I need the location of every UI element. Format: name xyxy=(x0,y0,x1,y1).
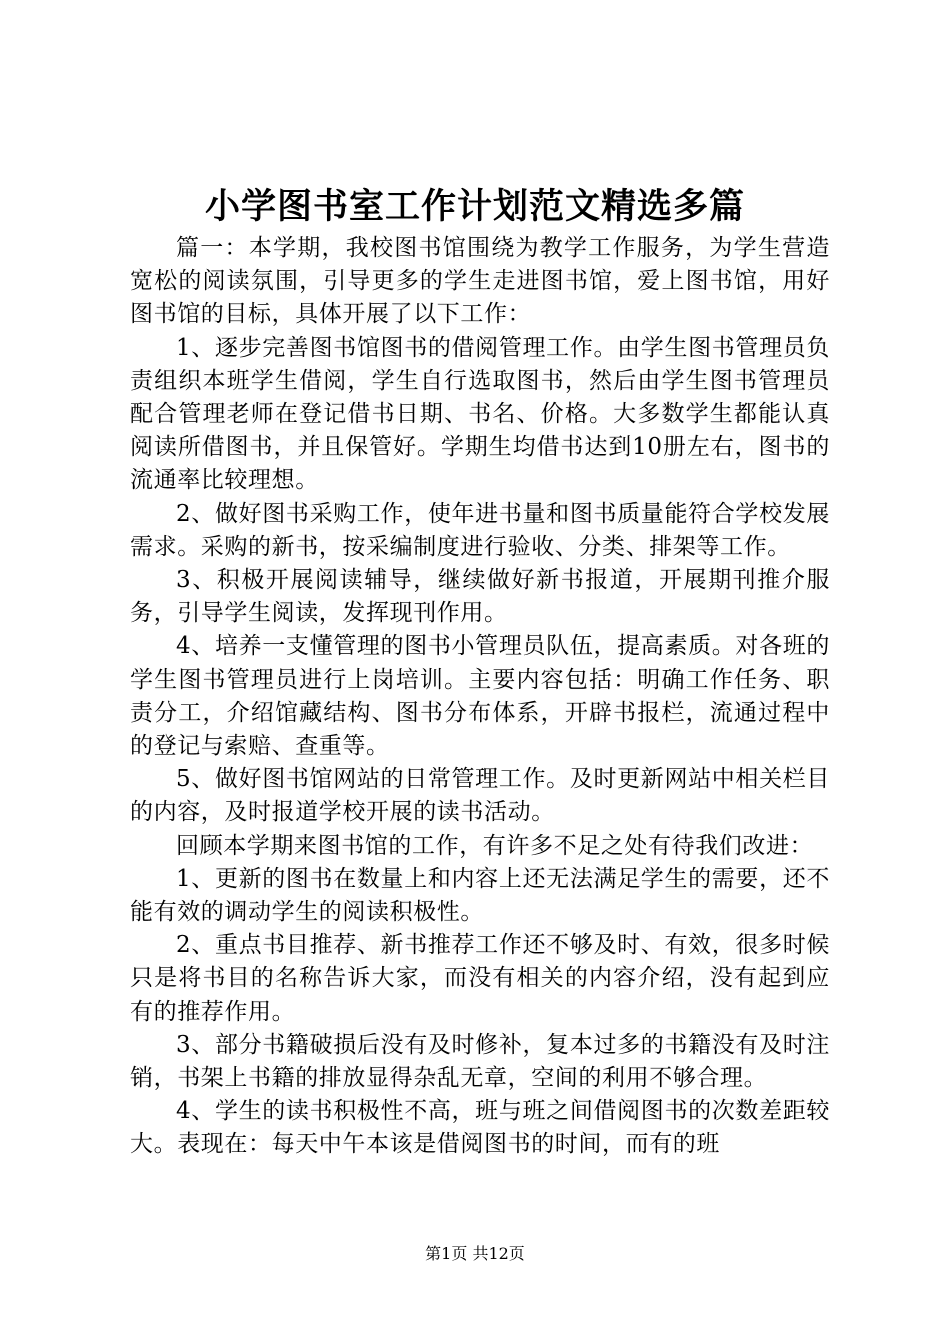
paragraph-item-1: 1、逐步完善图书馆图书的借阅管理工作。由学生图书管理员负责组织本班学生借阅，学生自行选取图书，然后由学生图书管理员配合管理老师在登记借书日期、书名、价格。大多数学生都能认真阅读所借图书，并且保管好。学期生均借书达到10册左右，图书的流通率比较理想。 xyxy=(130,334,830,494)
paragraph-issue-3: 3、部分书籍破损后没有及时修补，复本过多的书籍没有及时注销，书架上书籍的排放显得杂乱无章，空间的利用不够合理。 xyxy=(130,1031,830,1092)
document-title: 小学图书室工作计划范文精选多篇 xyxy=(204,186,745,227)
paragraph-intro: 篇一：本学期，我校图书馆围绕为教学工作服务，为学生营造宽松的阅读氛围，引导更多的学生走进图书馆，爱上图书馆，用好图书馆的目标，具体开展了以下工作： xyxy=(130,235,830,328)
paragraph-review: 回顾本学期来图书馆的工作，有许多不足之处有待我们改进： xyxy=(176,832,814,859)
paragraph-item-4: 4、培养一支懂管理的图书小管理员队伍，提高素质。对各班的学生图书管理员进行上岗培训。主要内容包括：明确工作任务、职责分工，介绍馆藏结构、图书分布体系，开辟书报栏，流通过程中的登记与索赔、查重等。 xyxy=(130,633,830,760)
paragraph-item-2: 2、做好图书采购工作，使年进书量和图书质量能符合学校发展需求。采购的新书，按采编制度进行验收、分类、排架等工作。 xyxy=(130,500,830,560)
paragraph-item-3: 3、积极开展阅读辅导，继续做好新书报道，开展期刊推介服务，引导学生阅读，发挥现刊作用。 xyxy=(130,567,830,627)
paragraph-issue-4: 4、学生的读书积极性不高，班与班之间借阅图书的次数差距较大。表现在：每天中午本该是借阅图书的时间，而有的班 xyxy=(130,1098,830,1158)
paragraph-issue-2: 2、重点书目推荐、新书推荐工作还不够及时、有效，很多时候只是将书目的名称告诉大家，而没有相关的内容介绍，没有起到应有的推荐作用。 xyxy=(130,932,830,1025)
paragraph-issue-1: 1、更新的图书在数量上和内容上还无法满足学生的需要，还不能有效的调动学生的阅读积极性。 xyxy=(130,865,830,926)
document-body xyxy=(130,232,830,1162)
page-number-footer: 第1页 共12页 xyxy=(425,1244,525,1263)
paragraph-item-5: 5、做好图书馆网站的日常管理工作。及时更新网站中相关栏目的内容，及时报道学校开展的读书活动。 xyxy=(130,766,830,826)
